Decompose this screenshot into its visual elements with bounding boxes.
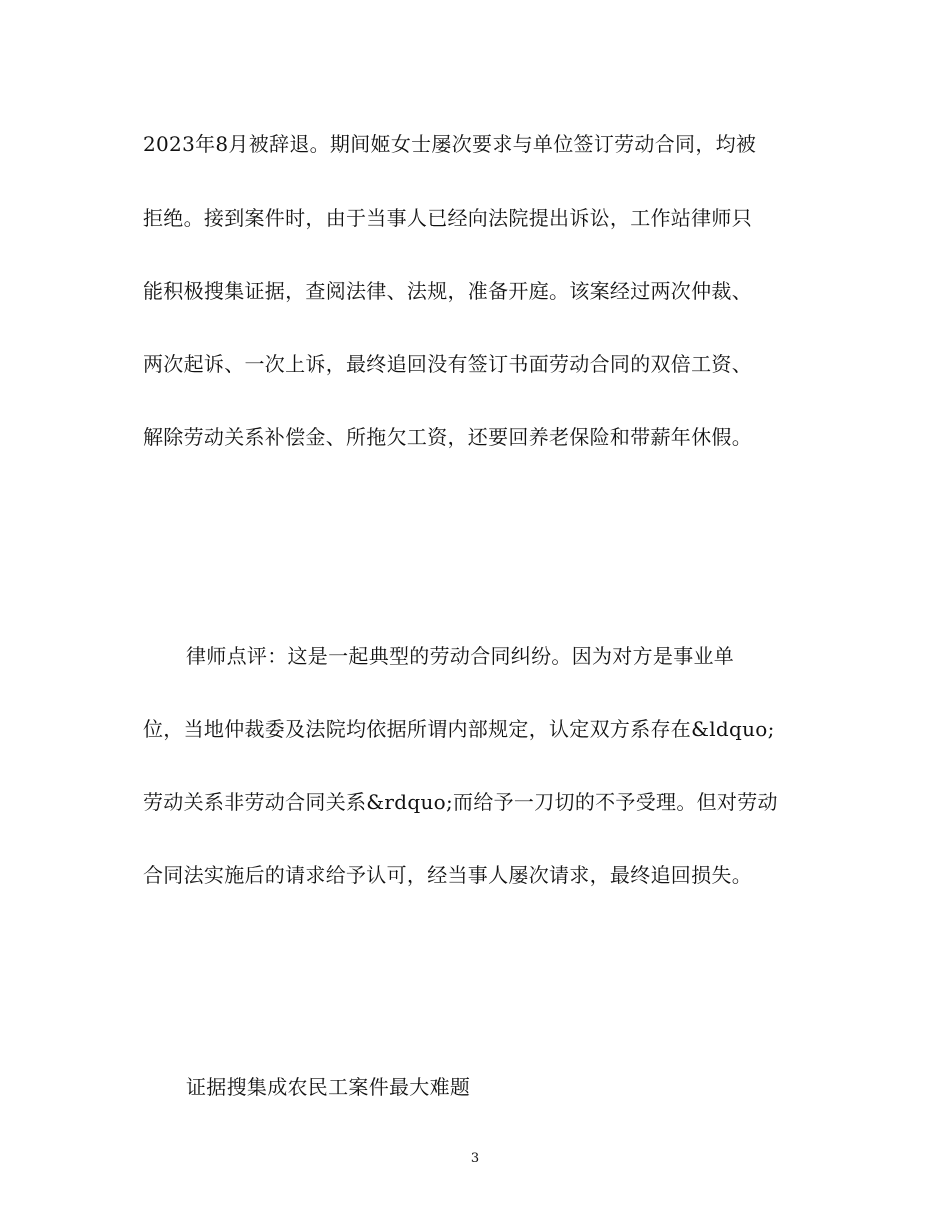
text-line: 合同法实施后的请求给予认可，经当事人屡次请求，最终追回损失。 bbox=[143, 863, 752, 887]
text-line: 能积极搜集证据，查阅法律、法规，准备开庭。该案经过两次仲裁、 bbox=[143, 279, 752, 303]
section-heading: 证据搜集成农民工案件最大难题 bbox=[186, 1075, 471, 1099]
text-line: 解除劳动关系补偿金、所拖欠工资，还要回养老保险和带薪年休假。 bbox=[143, 425, 752, 449]
text-line: 2023年8月被辞退。期间姬女士屡次要求与单位签订劳动合同，均被 bbox=[143, 132, 757, 156]
page-number: 3 bbox=[470, 1151, 480, 1166]
text-line: 位，当地仲裁委及法院均依据所谓内部规定，认定双方系存在&ldquo; bbox=[143, 717, 775, 741]
text-line: 律师点评：这是一起典型的劳动合同纠纷。因为对方是事业单 bbox=[186, 644, 735, 668]
text-line: 两次起诉、一次上诉，最终追回没有签订书面劳动合同的双倍工资、 bbox=[143, 352, 752, 376]
text-line: 劳动关系非劳动合同关系&rdquo;而给予一刀切的不予受理。但对劳动 bbox=[143, 790, 778, 814]
text-line: 拒绝。接到案件时，由于当事人已经向法院提出诉讼，工作站律师只 bbox=[143, 206, 752, 230]
